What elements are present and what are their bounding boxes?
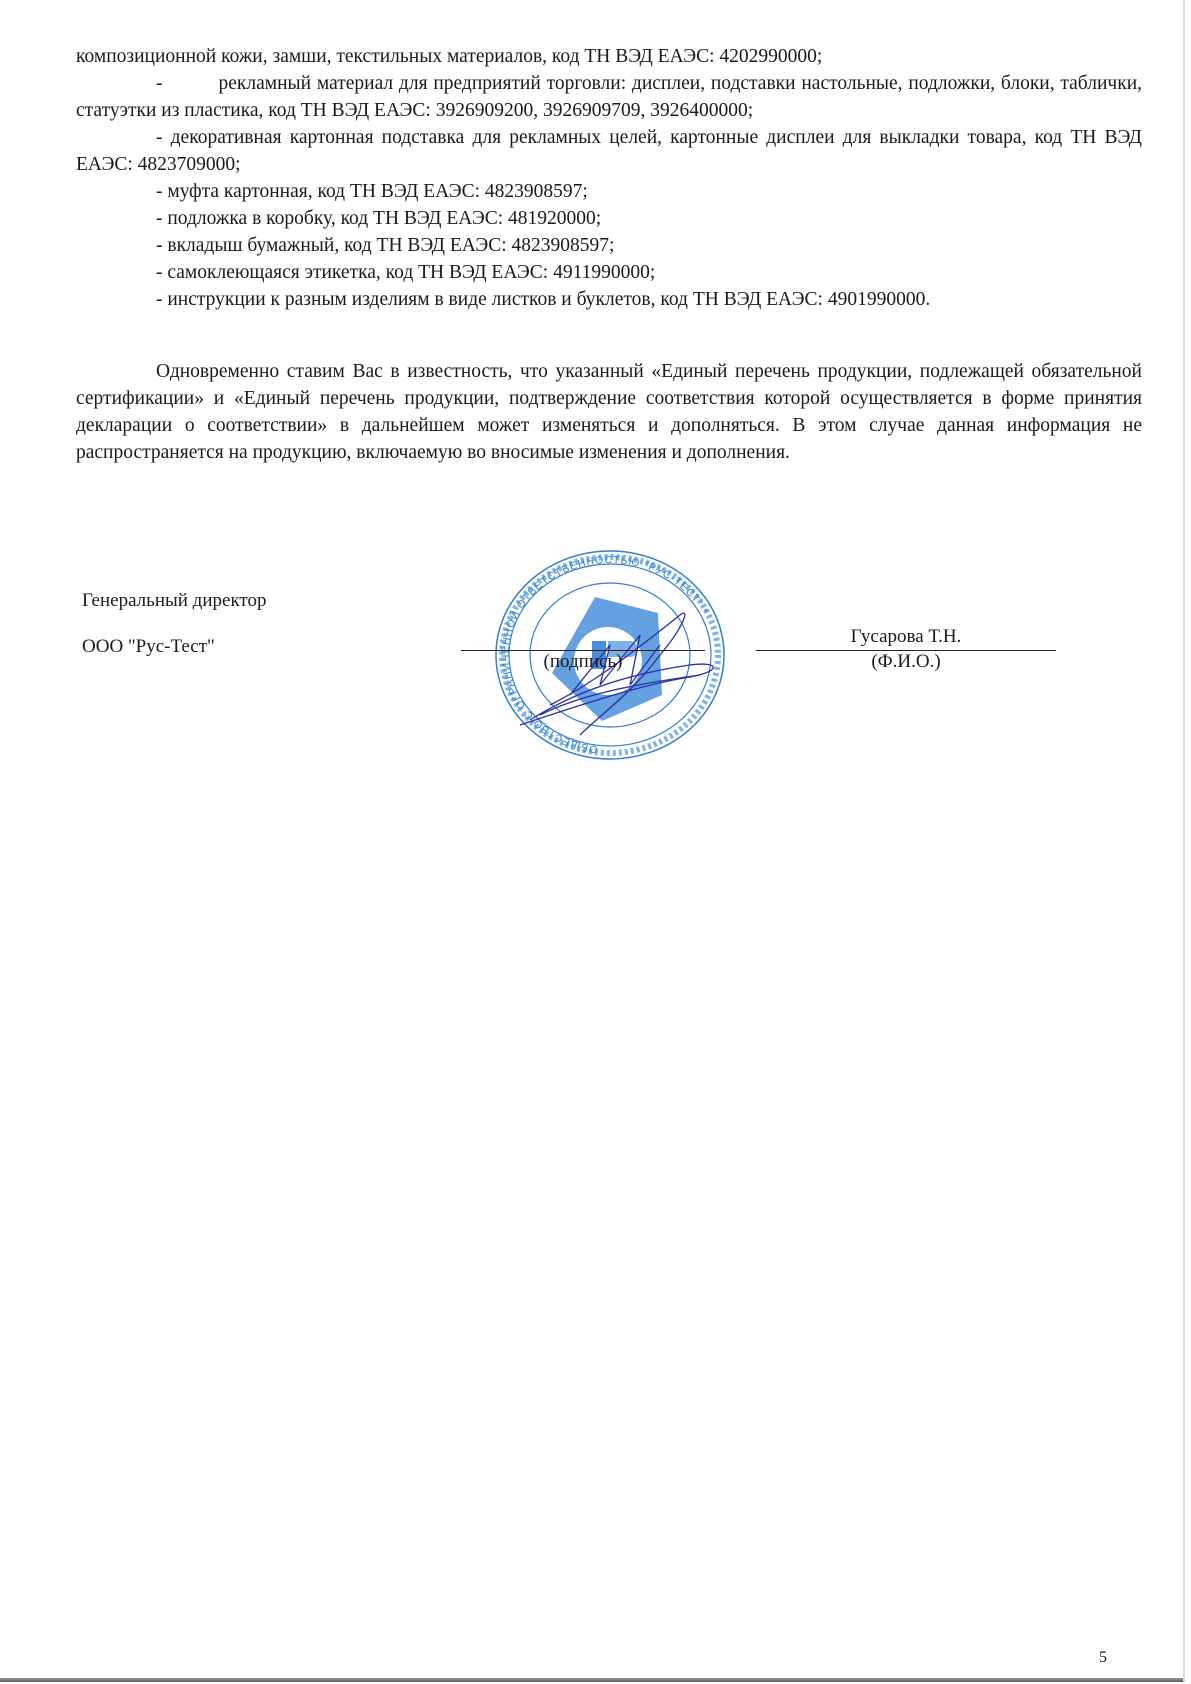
body-text-block bbox=[76, 43, 1142, 313]
name-caption: (Ф.И.О.) bbox=[871, 651, 941, 672]
page-number: 5 bbox=[1099, 1649, 1107, 1666]
product-list bbox=[76, 178, 1142, 313]
list-item: - муфта картонная, код ТН ВЭД ЕАЭС: 4823908597; bbox=[156, 181, 588, 202]
stamp-ring-text: ОБЩЕСТВО С ОГРАНИЧ ННОЙ ОТВЕТСТВЕННОСТЬЮ "РУС-ТЕСТ" * bbox=[499, 553, 711, 756]
scan-edge-right bbox=[1183, 0, 1185, 1682]
notice-paragraph: Одновременно ставим Вас в известность, что указанный «Единый перечень продукции, подлежащей обязательной сертификации» и «Единый перечень продукции, подтверждение соответствия которой осуществляется в форме принятия декларации о соответствии» в дальнейшем может изменяться и дополняться. В этом случае данная информация не распространяется на продукцию, включаемую во вносимые изменения и дополнения. bbox=[76, 361, 1142, 463]
signatory-company: ООО "Рус-Тест" bbox=[82, 636, 215, 657]
list-item-advertising bbox=[76, 70, 1142, 124]
signatory-position: Генеральный директор bbox=[82, 590, 267, 611]
list-item-decor: - декоративная картонная подставка для рекламных целей, картонные дисплеи для выкладки товара, код ТН ВЭД ЕАЭС: 4823709000; bbox=[76, 127, 1142, 175]
list-item: - инструкции к разным изделиям в виде листков и буклетов, код ТН ВЭД ЕАЭС: 4901990000. bbox=[156, 289, 931, 310]
list-item: - самоклеющаяся этикетка, код ТН ВЭД ЕАЭС: 4911990000; bbox=[156, 262, 656, 283]
list-dash: - bbox=[156, 73, 163, 94]
scan-edge-bottom bbox=[0, 1678, 1183, 1682]
list-item-advertising-text: рекламный материал для предприятий торговли: дисплеи, подставки настольные, подложки, блоки, таблички, статуэтки из пластика, код ТН ВЭД ЕАЭС: 3926909200, 3926909709, 3926400000; bbox=[76, 73, 1142, 121]
notice-block bbox=[76, 358, 1142, 466]
list-item-continuation: композиционной кожи, замши, текстильных материалов, код ТН ВЭД ЕАЭС: 4202990000; bbox=[76, 46, 823, 67]
signature-caption: (подпись) bbox=[543, 651, 623, 672]
list-item: - подложка в коробку, код ТН ВЭД ЕАЭС: 481920000; bbox=[156, 208, 602, 229]
signatory-name: Гусарова Т.Н. bbox=[850, 626, 962, 647]
list-item: - вкладыш бумажный, код ТН ВЭД ЕАЭС: 4823908597; bbox=[156, 235, 615, 256]
